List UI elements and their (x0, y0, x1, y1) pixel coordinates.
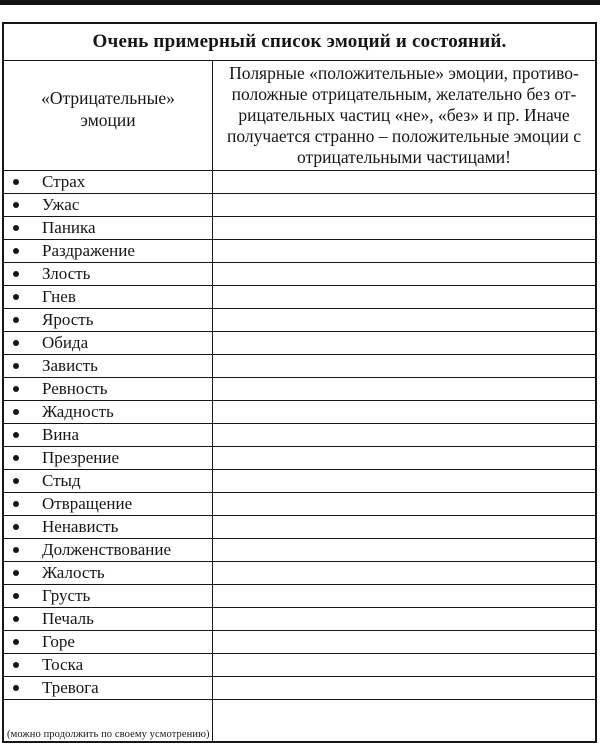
emotion-cell (4, 401, 213, 423)
table-row (4, 492, 595, 515)
negative-emotions-header-cell (4, 61, 213, 170)
emotion-label: Печаль (42, 609, 94, 628)
emotion-cell (4, 378, 213, 400)
empty-answer-cell (213, 677, 595, 699)
empty-answer-cell (213, 171, 595, 193)
positive-header-line4: получается странно – положительные эмоции с (226, 125, 582, 146)
table-row (4, 262, 595, 285)
empty-answer-cell (213, 539, 595, 561)
bullet-icon (13, 524, 19, 530)
emotion-label: Стыд (42, 471, 81, 490)
emotion-cell (4, 677, 213, 699)
table-row (4, 354, 595, 377)
emotion-cell (4, 608, 213, 630)
emotion-cell (4, 194, 213, 216)
emotion-label: Обида (42, 333, 89, 352)
footer-row (4, 699, 595, 741)
emotion-cell (4, 424, 213, 446)
bullet-icon (13, 639, 19, 645)
table-row (4, 377, 595, 400)
emotion-cell (4, 539, 213, 561)
bullet-icon (13, 616, 19, 622)
positive-emotions-header-cell (213, 61, 595, 170)
emotion-label: Тревога (42, 678, 99, 697)
emotion-cell (4, 562, 213, 584)
table-row (4, 216, 595, 239)
emotion-cell (4, 332, 213, 354)
table-row (4, 285, 595, 308)
table-row (4, 630, 595, 653)
bullet-icon (13, 662, 19, 668)
emotion-cell (4, 286, 213, 308)
table-row (4, 584, 595, 607)
emotion-cell (4, 631, 213, 653)
empty-answer-cell (213, 309, 595, 331)
empty-answer-cell (213, 493, 595, 515)
footer-note-cell (4, 700, 213, 741)
table-row (4, 561, 595, 584)
bullet-icon (13, 593, 19, 599)
table-row (4, 607, 595, 630)
table-row (4, 653, 595, 676)
empty-answer-cell (213, 424, 595, 446)
emotion-cell (4, 493, 213, 515)
empty-answer-cell (213, 585, 595, 607)
emotion-label: Зависть (42, 356, 98, 375)
positive-header-line3: рицательных частиц «не», «без» и пр. Иначе (238, 104, 570, 125)
emotion-label: Грусть (42, 586, 91, 605)
bullet-icon (13, 409, 19, 415)
empty-answer-cell (213, 401, 595, 423)
empty-answer-cell (213, 608, 595, 630)
bullet-icon (13, 455, 19, 461)
bullet-icon (13, 501, 19, 507)
negative-emotions-header-line2: эмоции (80, 109, 136, 130)
emotion-label: Горе (42, 632, 75, 651)
empty-answer-cell (213, 516, 595, 538)
emotion-label: Долженствование (42, 540, 171, 559)
table-row (4, 170, 595, 193)
empty-answer-cell (213, 217, 595, 239)
emotions-table (2, 22, 597, 743)
bullet-icon (13, 478, 19, 484)
emotion-cell (4, 240, 213, 262)
emotion-label: Вина (42, 425, 80, 444)
table-row (4, 331, 595, 354)
empty-answer-cell (213, 286, 595, 308)
table-row (4, 308, 595, 331)
emotion-label: Злость (42, 264, 91, 283)
table-row (4, 193, 595, 216)
emotion-cell (4, 447, 213, 469)
emotion-label: Ужас (42, 195, 80, 214)
bullet-icon (13, 202, 19, 208)
emotion-label: Страх (42, 172, 86, 191)
emotion-label: Ревность (42, 379, 108, 398)
emotion-label: Раздражение (42, 241, 135, 260)
emotion-cell (4, 217, 213, 239)
table-row (4, 538, 595, 561)
table-row (4, 423, 595, 446)
table-title: Очень примерный список эмоций и состояний. (92, 31, 507, 52)
positive-header-line1: Полярные «положительные» эмоции, противо- (229, 63, 579, 83)
emotion-label: Презрение (42, 448, 120, 467)
empty-answer-cell (213, 562, 595, 584)
emotion-label: Паника (42, 218, 96, 237)
empty-answer-cell (213, 447, 595, 469)
emotion-label: Тоска (42, 655, 84, 674)
table-row (4, 676, 595, 699)
bullet-icon (13, 685, 19, 691)
table-row (4, 400, 595, 423)
emotion-cell (4, 516, 213, 538)
emotion-cell (4, 470, 213, 492)
empty-answer-cell (213, 654, 595, 676)
table-header-row (4, 60, 595, 170)
empty-answer-cell (213, 378, 595, 400)
emotion-label: Гнев (42, 287, 76, 306)
empty-answer-cell (213, 631, 595, 653)
positive-header-line2: положные отрицательным, желательно без от- (231, 83, 577, 104)
bullet-icon (13, 570, 19, 576)
bullet-icon (13, 248, 19, 254)
emotion-cell (4, 171, 213, 193)
emotion-rows (4, 170, 595, 699)
negative-emotions-header-line1: «Отрицательные» (41, 87, 175, 108)
emotion-cell (4, 355, 213, 377)
table-row (4, 446, 595, 469)
empty-answer-cell (213, 470, 595, 492)
emotion-label: Ненависть (42, 517, 119, 536)
bullet-icon (13, 294, 19, 300)
emotion-label: Жалость (42, 563, 105, 582)
bullet-icon (13, 386, 19, 392)
table-row (4, 239, 595, 262)
footer-empty-cell (213, 700, 595, 741)
table-row (4, 515, 595, 538)
footer-note: (можно продолжить по своему усмотрению) (7, 729, 210, 740)
bullet-icon (13, 363, 19, 369)
empty-answer-cell (213, 355, 595, 377)
bullet-icon (13, 547, 19, 553)
bullet-icon (13, 225, 19, 231)
scan-edge-bar (0, 0, 600, 5)
positive-header-line5: отрицательными частицами! (297, 146, 511, 167)
bullet-icon (13, 271, 19, 277)
bullet-icon (13, 317, 19, 323)
emotion-cell (4, 263, 213, 285)
bullet-icon (13, 340, 19, 346)
emotion-label: Отвращение (42, 494, 133, 513)
emotion-label: Ярость (42, 310, 94, 329)
bullet-icon (13, 179, 19, 185)
empty-answer-cell (213, 240, 595, 262)
emotion-cell (4, 309, 213, 331)
empty-answer-cell (213, 332, 595, 354)
emotion-cell (4, 585, 213, 607)
table-row (4, 469, 595, 492)
emotion-label: Жадность (42, 402, 114, 421)
empty-answer-cell (213, 194, 595, 216)
empty-answer-cell (213, 263, 595, 285)
emotion-cell (4, 654, 213, 676)
bullet-icon (13, 432, 19, 438)
table-title-row (4, 24, 595, 60)
